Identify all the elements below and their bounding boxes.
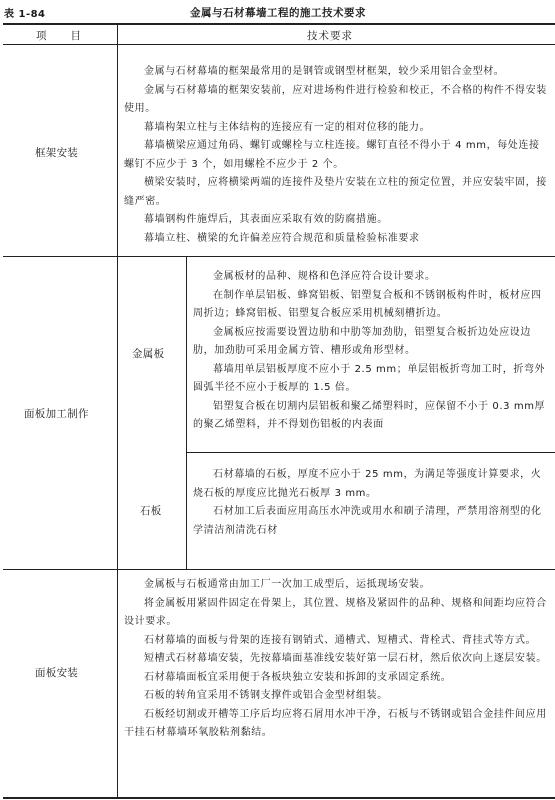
top-rule <box>3 23 555 25</box>
header-rule <box>3 44 555 45</box>
requirement-paragraph: 在制作单层铝板、蜂窝铝板、铝塑复合板和不锈钢板构件时，板材应四周折边；蜂窝铝板、铝塑复合板应采用机械刻槽折边。 <box>193 289 542 319</box>
requirement-paragraph: 金属板与石板通常由加工厂一次加工成型后，运抵现场安装。 <box>144 579 431 590</box>
requirement-paragraph: 金属板应按需要设置边肋和中肋等加劲肋，铝塑复合板折边处应设边肋，加劲肋可采用金属方管、槽形或角形型材。 <box>193 326 531 356</box>
requirement-paragraph: 石材幕墙的面板与骨架的连接有钢销式、通槽式、短槽式、背栓式、背挂式等方式。 <box>144 634 537 646</box>
sub-column-divider <box>186 256 187 569</box>
requirement-paragraph: 幕墙横梁应通过角码、螺钉或螺栓与立柱连接。螺钉直径不得小于 4 mm，每处连接螺钉不应少于 3 个，如用螺栓不应少于 2 个。 <box>124 140 540 170</box>
table-title: 金属与石材幕墙工程的施工技术要求 <box>190 7 366 19</box>
header-item: 项 目 <box>36 30 82 42</box>
requirement-paragraph: 幕墙构架立柱与主体结构的连接应有一定的相对位移的能力。 <box>144 121 431 133</box>
requirement-paragraph: 短槽式石材幕墙安装，先按幕墙面基准线安装好第一层石材，然后依次向上逐层安装。 <box>144 653 547 664</box>
row-divider <box>3 256 555 257</box>
requirement-paragraph: 石板经切割或开槽等工序后均应将石屑用水冲干净，石板与不锈钢或铝合金挂件间应用干挂石材幕墙环氧胶粘剂黏结。 <box>124 708 547 738</box>
requirement-paragraph: 将金属板用紧固件固定在骨架上，其位置、规格及紧固件的品种、规格和间距均应符合设计要求。 <box>124 597 547 627</box>
requirement-paragraph: 石材幕墙面板宜采用便于各板块独立安装和拆卸的支承固定系统。 <box>144 671 452 683</box>
row-divider <box>3 569 555 570</box>
requirement-paragraph: 金属板材的品种、规格和色泽应符合设计要求。 <box>213 271 436 282</box>
requirement-paragraph: 石板的转角宜采用不锈钢支撑件或铝合金型材组装。 <box>144 690 388 701</box>
table-number: 表 1-84 <box>4 9 46 20</box>
requirement-cell <box>193 466 550 540</box>
requirement-cell <box>124 576 550 743</box>
row-label: 面板安装 <box>35 667 79 679</box>
bottom-rule <box>3 797 555 799</box>
table-caption <box>0 5 555 19</box>
requirement-paragraph: 铝塑复合板在切割内层铝板和聚乙烯塑料时，应保留不小于 0.3 mm厚的聚乙烯塑料，并不得划伤铝板的内表面 <box>193 400 546 430</box>
requirement-paragraph: 金属与石材幕墙的框架最常用的是钢管或钢型材框架，较少采用铝合金型材。 <box>144 66 505 77</box>
sub-row-divider <box>186 452 555 453</box>
header-requirement: 技术要求 <box>307 30 353 42</box>
requirement-paragraph: 幕墙立柱、横梁的允许偏差应符合规范和质量检验标准要求 <box>144 232 420 244</box>
requirement-paragraph: 横梁安装时，应将横梁两端的连接件及垫片安装在立柱的预定位置，并应安装牢固，接缝严密。 <box>124 177 547 207</box>
requirement-paragraph: 石材加工后表面应用高压水冲洗或用水和刷子清理，严禁用溶剂型的化学清洁剂清洗石材 <box>193 506 542 536</box>
column-divider <box>117 23 118 798</box>
requirement-paragraph: 石材幕墙的石板，厚度不应小于 25 mm，为满足等强度计算要求，火烧石板的厚度应比抛光石板厚 3 mm。 <box>193 469 542 499</box>
requirement-paragraph: 幕墙用单层铝板厚度不应小于 2.5 mm；单层铝板折弯加工时，折弯外圆弧半径不应小于板厚的 1.5 倍。 <box>193 363 546 393</box>
requirement-paragraph: 幕墙钢构件施焊后，其表面应采取有效的防腐措施。 <box>144 214 388 225</box>
requirement-paragraph: 金属与石材幕墙的框架安装前，应对进场构件进行检验和校正，不合格的构件不得安装使用。 <box>124 84 547 114</box>
requirement-cell <box>124 63 550 248</box>
row-label: 框架安装 <box>35 147 79 159</box>
subrow-label-stone-panel: 石板 <box>140 505 162 517</box>
subrow-label-metal-panel: 金属板 <box>132 348 165 360</box>
row-label: 面板加工制作 <box>24 408 89 420</box>
requirement-cell <box>193 268 550 435</box>
